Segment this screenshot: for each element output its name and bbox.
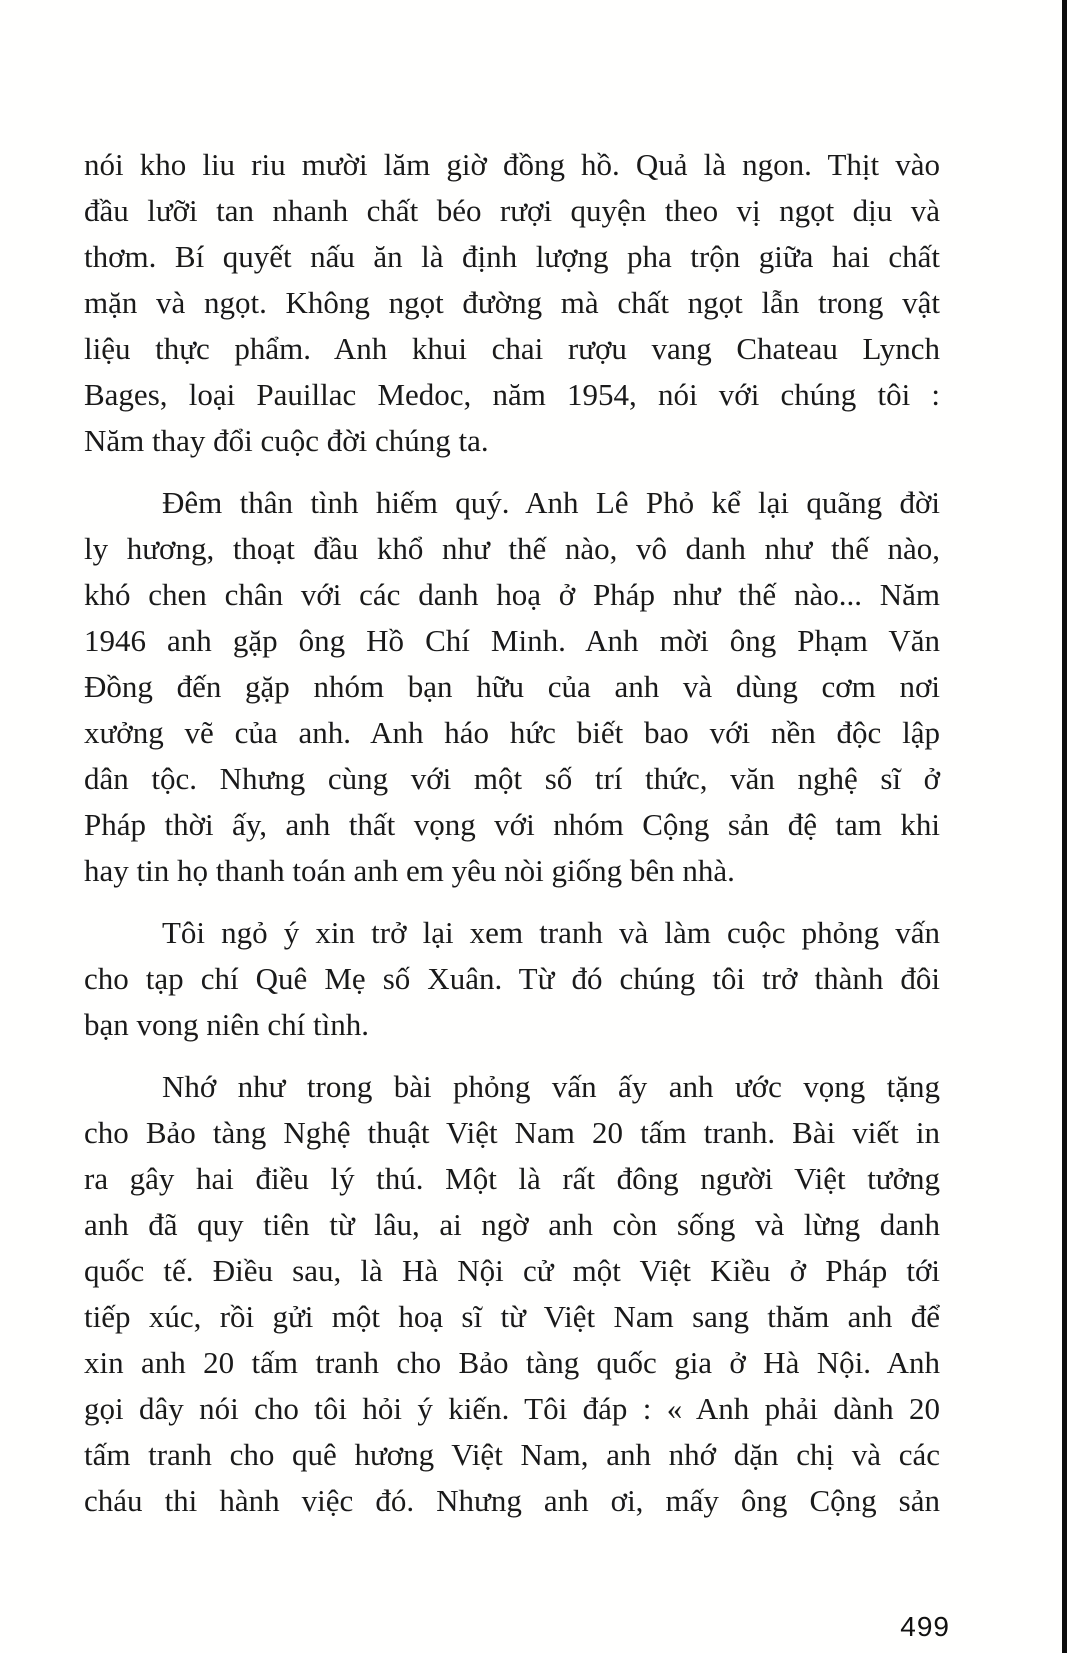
text-line: nói kho liu riu mười lăm giờ đồng hồ. Quả là ngon. Thịt vào bbox=[84, 147, 940, 182]
paragraph-3 bbox=[84, 910, 940, 1048]
text-line: Đồng đến gặp nhóm bạn hữu của anh và dùng cơm nơi bbox=[84, 669, 940, 704]
scan-edge-artifact bbox=[1062, 0, 1067, 1653]
text-line: đầu lưỡi tan nhanh chất béo rượi quyện theo vị ngọt dịu và bbox=[84, 193, 940, 228]
text-line: dân tộc. Nhưng cùng với một số trí thức, văn nghệ sĩ ở bbox=[84, 761, 940, 796]
paragraph-4 bbox=[84, 1064, 940, 1524]
paragraph-2 bbox=[84, 480, 940, 894]
text-line: gọi dây nói cho tôi hỏi ý kiến. Tôi đáp : « Anh phải dành 20 bbox=[84, 1391, 940, 1426]
text-line: cho tạp chí Quê Mẹ số Xuân. Từ đó chúng tôi trở thành đôi bbox=[84, 961, 940, 996]
text-line: anh đã quy tiên từ lâu, ai ngờ anh còn sống và lừng danh bbox=[84, 1207, 940, 1242]
text-line: ly hương, thoạt đầu khổ như thế nào, vô danh như thế nào, bbox=[84, 531, 940, 566]
text-line: Đêm thân tình hiếm quý. Anh Lê Phỏ kể lại quãng đời bbox=[162, 485, 940, 520]
text-line: tấm tranh cho quê hương Việt Nam, anh nhớ dặn chị và các bbox=[84, 1437, 940, 1472]
text-line: cháu thi hành việc đó. Nhưng anh ơi, mấy ông Cộng sản bbox=[84, 1483, 940, 1518]
text-line: quốc tế. Điều sau, là Hà Nội cử một Việt Kiều ở Pháp tới bbox=[84, 1253, 940, 1288]
text-line: Bages, loại Pauillac Medoc, năm 1954, nói với chúng tôi : bbox=[84, 377, 940, 412]
text-line: bạn vong niên chí tình. bbox=[84, 1007, 369, 1042]
paragraph-1 bbox=[84, 142, 940, 464]
page-number: 499 bbox=[900, 1611, 950, 1642]
text-line: xưởng vẽ của anh. Anh háo hức biết bao với nền độc lập bbox=[84, 715, 940, 750]
text-line: hay tin họ thanh toán anh em yêu nòi giống bên nhà. bbox=[84, 853, 735, 888]
text-line: xin anh 20 tấm tranh cho Bảo tàng quốc gia ở Hà Nội. Anh bbox=[84, 1345, 940, 1380]
text-line: cho Bảo tàng Nghệ thuật Việt Nam 20 tấm tranh. Bài viết in bbox=[84, 1115, 940, 1150]
text-line: thơm. Bí quyết nấu ăn là định lượng pha trộn giữa hai chất bbox=[84, 239, 940, 274]
text-line: tiếp xúc, rồi gửi một hoạ sĩ từ Việt Nam sang thăm anh để bbox=[84, 1299, 940, 1334]
text-line: liệu thực phẩm. Anh khui chai rượu vang Chateau Lynch bbox=[84, 331, 940, 366]
text-line: Pháp thời ấy, anh thất vọng với nhóm Cộng sản đệ tam khi bbox=[84, 807, 940, 842]
text-line: 1946 anh gặp ông Hồ Chí Minh. Anh mời ông Phạm Văn bbox=[84, 623, 940, 658]
text-line: mặn và ngọt. Không ngọt đường mà chất ngọt lẫn trong vật bbox=[84, 285, 940, 320]
page-text-block bbox=[84, 142, 940, 1524]
text-line: Năm thay đổi cuộc đời chúng ta. bbox=[84, 423, 489, 458]
text-line: ra gây hai điều lý thú. Một là rất đông người Việt tưởng bbox=[84, 1161, 940, 1196]
text-line: Tôi ngỏ ý xin trở lại xem tranh và làm cuộc phỏng vấn bbox=[162, 915, 940, 950]
text-line: Nhớ như trong bài phỏng vấn ấy anh ước vọng tặng bbox=[162, 1069, 940, 1104]
text-line: khó chen chân với các danh hoạ ở Pháp như thế nào... Năm bbox=[84, 577, 940, 612]
